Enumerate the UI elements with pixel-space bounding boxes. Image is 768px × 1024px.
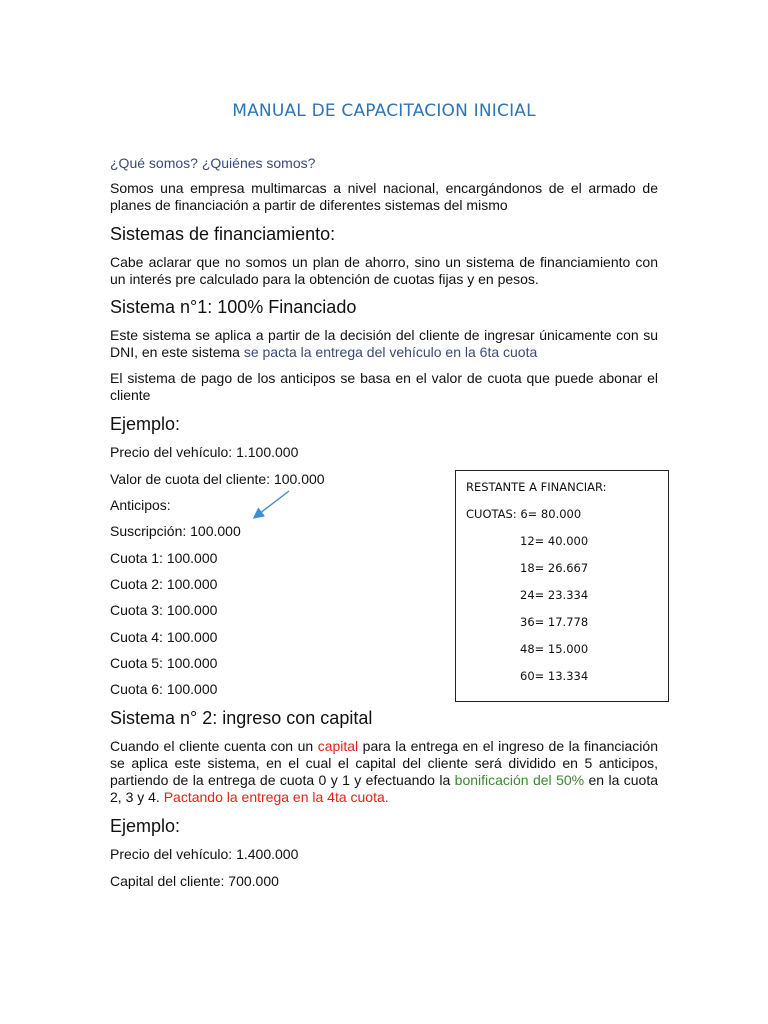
box-header: RESTANTE A FINANCIAR: [466,480,607,494]
system2-capital: Capital del cliente: 700.000 [110,873,279,889]
financing-paragraph: Cabe aclarar que no somos un plan de ahorro, sino un sistema de financiamiento con un interés pre calculado para la obtención de cuotas fijas y en pesos. [110,254,658,287]
system2-text: Cuando el cliente cuenta con un [110,738,318,754]
box-row: CUOTAS: 6= 80.000 [466,507,582,521]
system2-price: Precio del vehículo: 1.400.000 [110,846,299,862]
advance-item: Cuota 1: 100.000 [110,550,218,566]
system1-quota-value: Valor de cuota del cliente: 100.000 [110,471,325,487]
box-row: 18= 26.667 [520,561,589,575]
system2-example-heading: Ejemplo: [110,816,181,836]
system1-example-heading: Ejemplo: [110,414,181,434]
question-heading: ¿Qué somos? ¿Quiénes somos? [110,155,316,171]
advance-item: Cuota 2: 100.000 [110,576,218,592]
advance-item: Cuota 4: 100.000 [110,629,218,645]
system2-text: para la entrega en el ingreso de la financiación se aplica este sistema, en el cual el capital del cliente será dividido en 5 anticipos, partiendo de la entrega de cuota 0 y 1 y efectuando la [110,738,658,788]
box-row: 36= 17.778 [520,615,589,629]
system1-paragraph-a [110,327,658,361]
system2-text: en la cuota 2, 3 y 4. [110,772,658,805]
system2-paragraph [110,738,658,806]
system1-delivery-highlight: se pacta la entrega del vehículo en la 6ta cuota [243,344,538,360]
remaining-financing-box [455,470,669,702]
financing-heading: Sistemas de financiamiento: [110,224,336,244]
box-row: 24= 23.334 [520,588,589,602]
system1-advances-label: Anticipos: [110,497,171,513]
intro-paragraph: Somos una empresa multimarcas a nivel nacional, encargándonos de el armado de planes de financiación a partir de diferentes sistemas del mismo [110,180,658,213]
bonus-highlight: bonificación del 50% [454,772,585,788]
advance-item: Cuota 6: 100.000 [110,681,218,697]
box-row: 60= 13.334 [520,669,589,683]
advance-item: Cuota 5: 100.000 [110,655,218,671]
advance-item: Cuota 3: 100.000 [110,602,218,618]
capital-highlight: capital [317,738,359,754]
page-title: MANUAL DE CAPACITACION INICIAL [232,101,536,121]
system2-heading: Sistema n° 2: ingreso con capital [110,708,373,728]
delivery-highlight: Pactando la entrega en la 4ta cuota. [163,789,389,805]
system1-price: Precio del vehículo: 1.100.000 [110,444,299,460]
system1-paragraph-b: El sistema de pago de los anticipos se basa en el valor de cuota que puede abonar el cliente [110,370,658,403]
diagonal-arrow-icon [245,488,293,524]
box-row: 12= 40.000 [520,534,589,548]
system1-heading: Sistema n°1: 100% Financiado [110,297,357,317]
advance-item: Suscripción: 100.000 [110,523,241,539]
box-row: 48= 15.000 [520,642,589,656]
system1-text: Este sistema se aplica a partir de la decisión del cliente de ingresar únicamente con su DNI, en este sistema [110,327,658,360]
